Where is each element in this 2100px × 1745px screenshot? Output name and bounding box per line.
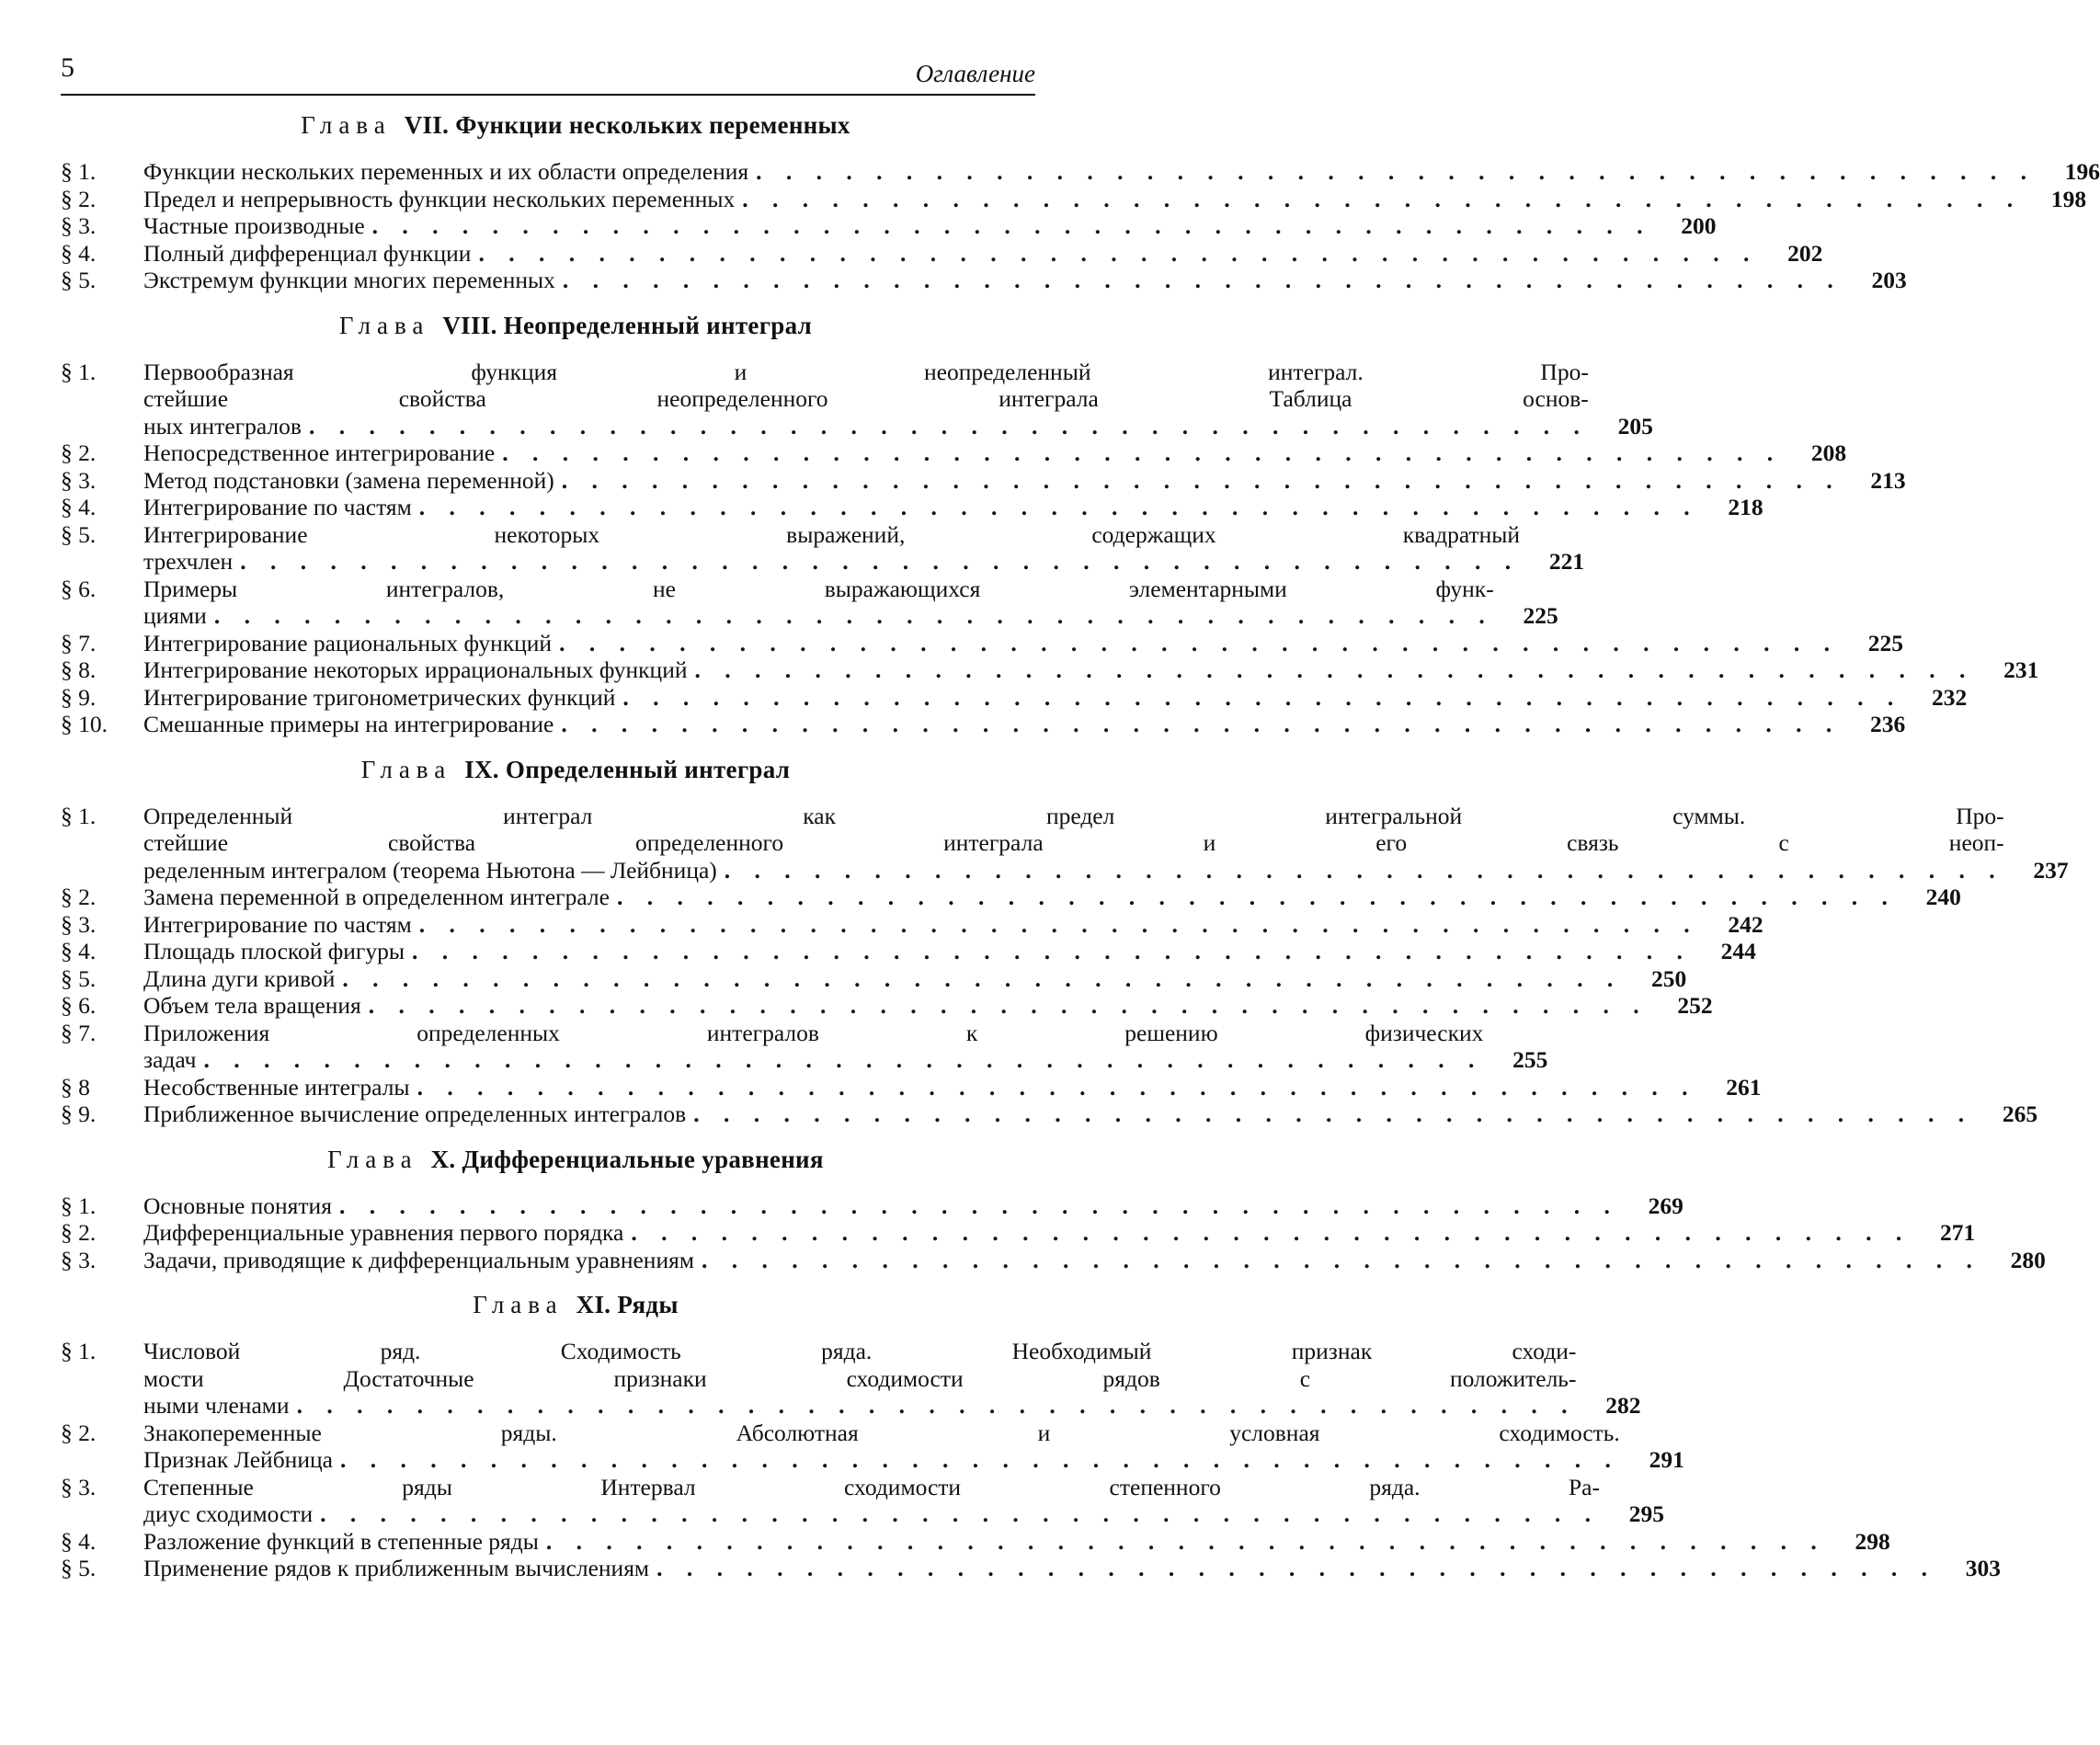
entry-title: Полный дифференциал функции xyxy=(143,240,471,268)
entry-title: Длина дуги кривой xyxy=(143,965,335,993)
entry-title-last-line xyxy=(143,1192,1619,1220)
entry-title-last-line xyxy=(143,1555,1936,1582)
section-number: § 4. xyxy=(61,938,143,965)
page-ref: 265 xyxy=(1973,1101,2037,1128)
section-number: § 3. xyxy=(61,1247,143,1274)
dot-leader: . . . . . . . . . . . . . . . . . . . . . . . . . . . . . . . . . . . . . . . . . . . xyxy=(369,992,1649,1020)
entry-title: Задачи, приводящие к дифференциальным уравнениям xyxy=(143,1247,694,1274)
entry-title: Непосредственное интегрирование xyxy=(143,439,495,467)
entry-title-line: Первообразная функция и неопределенный интеграл. Про- xyxy=(143,359,1589,386)
entry-title-last-line xyxy=(143,992,1649,1020)
chapter-title xyxy=(61,1288,1035,1321)
entry-title-last-line xyxy=(143,158,2036,186)
section-number: § 1. xyxy=(61,1192,143,1220)
section-number: § 4. xyxy=(61,240,143,268)
section-number: § 3. xyxy=(61,911,143,939)
chapter-title xyxy=(61,1143,1035,1176)
entry-title-last-line xyxy=(143,911,1699,939)
entry-body xyxy=(143,1247,1981,1274)
entry-body xyxy=(143,656,1974,684)
section-number: § 4. xyxy=(61,494,143,521)
page-ref: 205 xyxy=(1589,413,1653,440)
chapter-block xyxy=(61,108,1035,294)
dot-leader: . . . . . . . . . . . . . . . . . . . . . . . . . . . . . . . . . . . . . . . . . . . xyxy=(214,602,1494,630)
dot-leader: . . . . . . . . . . . . . . . . . . . . . . . . . . . . . . . . . . . . . . . . . . . xyxy=(562,467,1842,495)
dot-leader: . . . . . . . . . . . . . . . . . . . . . . . . . . . . . . . . . . . . . . . . . . . xyxy=(297,1392,1577,1420)
toc-entry[interactable] xyxy=(61,158,1035,186)
chapter-block xyxy=(61,309,1035,738)
toc-page xyxy=(61,51,1035,1582)
entry-title-line: Интегрирование некоторых выражений, содержащих квадратный xyxy=(143,521,1520,549)
entry-body xyxy=(143,1474,1600,1528)
chapter-number: X. xyxy=(431,1146,462,1173)
entry-title: Признак Лейбница xyxy=(143,1446,333,1474)
entry-title: Площадь плоской фигуры xyxy=(143,938,405,965)
entry-title: Применение рядов к приближенным вычислениям xyxy=(143,1555,649,1582)
dot-leader: . . . . . . . . . . . . . . . . . . . . . . . . . . . . . . . . . . . . . . . . . . . xyxy=(340,1446,1620,1474)
entry-title-last-line xyxy=(143,684,1902,712)
chapter-name: Функции нескольких переменных xyxy=(455,111,850,139)
page-ref: 295 xyxy=(1600,1500,1664,1528)
entry-title: Частные производные xyxy=(143,212,365,240)
page-ref: 303 xyxy=(1936,1555,2001,1582)
dot-leader: . . . . . . . . . . . . . . . . . . . . . . . . . . . . . . . . . . . . . . . . . . . xyxy=(419,911,1699,939)
dot-leader: . . . . . . . . . . . . . . . . . . . . . . . . . . . . . . . . . . . . . . . . . . . xyxy=(339,1192,1619,1220)
entry-body xyxy=(143,359,1589,440)
entry-title-last-line xyxy=(143,548,1520,576)
toc-entry[interactable] xyxy=(61,1528,1035,1556)
entry-title-last-line xyxy=(143,656,1974,684)
entry-title: Предел и непрерывность функции нескольких переменных xyxy=(143,186,735,213)
entry-title: циями xyxy=(143,602,207,630)
page-ref: 244 xyxy=(1692,938,1756,965)
entry-title-last-line xyxy=(143,494,1699,521)
entry-title-line: Примеры интегралов, не выражающихся элементарными функ- xyxy=(143,576,1494,603)
dot-leader: . . . . . . . . . . . . . . . . . . . . . . . . . . . . . . . . . . . . . . . . . . . xyxy=(702,1247,1981,1274)
page-ref: 202 xyxy=(1758,240,1822,268)
section-number: § 1. xyxy=(61,359,143,440)
section-number: § 1. xyxy=(61,803,143,884)
toc-entry[interactable] xyxy=(61,1555,1035,1582)
page-ref: 271 xyxy=(1911,1219,1975,1247)
entry-title: Функции нескольких переменных и их области определения xyxy=(143,158,748,186)
toc-entry[interactable] xyxy=(61,576,1035,630)
entry-title-last-line xyxy=(143,884,1897,911)
entry-body xyxy=(143,467,1842,495)
entry-title: Интегрирование по частям xyxy=(143,911,412,939)
chapter-block xyxy=(61,1143,1035,1274)
section-number: § 7. xyxy=(61,630,143,657)
running-title: Оглавление xyxy=(916,57,1035,90)
section-number: § 3. xyxy=(61,212,143,240)
entry-title: диус сходимости xyxy=(143,1500,313,1528)
dot-leader: . . . . . . . . . . . . . . . . . . . . . . . . . . . . . . . . . . . . . . . . . . . xyxy=(622,684,1902,712)
entry-title-last-line xyxy=(143,857,2004,884)
dot-leader: . . . . . . . . . . . . . . . . . . . . . . . . . . . . . . . . . . . . . . . . . . . xyxy=(559,630,1839,657)
toc-entry[interactable] xyxy=(61,884,1035,911)
entry-title-line: Приложения определенных интегралов к решению физических xyxy=(143,1020,1483,1047)
entry-title-last-line xyxy=(143,1392,1576,1420)
dot-leader: . . . . . . . . . . . . . . . . . . . . . . . . . . . . . . . . . . . . . . . . . . . xyxy=(320,1500,1600,1528)
dot-leader: . . . . . . . . . . . . . . . . . . . . . . . . . . . . . . . . . . . . . . . . . . . xyxy=(309,413,1589,440)
page-ref: 269 xyxy=(1619,1192,1683,1220)
entry-body xyxy=(143,630,1839,657)
entry-title: ределенным интегралом (теорема Ньютона — Лейбница) xyxy=(143,857,717,884)
entry-body xyxy=(143,711,1841,738)
dot-leader: . . . . . . . . . . . . . . . . . . . . . . . . . . . . . . . . . . . . . . . . . . . xyxy=(240,548,1520,576)
entry-title: Интегрирование рациональных функций xyxy=(143,630,552,657)
entry-body xyxy=(143,1555,1936,1582)
entry-title-line: стейшие свойства определенного интеграла и его связь с неоп- xyxy=(143,829,2004,857)
entry-title: Приближенное вычисление определенных интегралов xyxy=(143,1101,686,1128)
entry-title-line: Степенные ряды Интервал сходимости степенного ряда. Ра- xyxy=(143,1474,1600,1501)
chapter-label: Глава xyxy=(473,1291,563,1318)
section-number: § 9. xyxy=(61,1101,143,1128)
entry-title: Метод подстановки (замена переменной) xyxy=(143,467,554,495)
section-number: § 2. xyxy=(61,439,143,467)
chapter-name: Дифференциальные уравнения xyxy=(462,1146,823,1173)
dot-leader: . . . . . . . . . . . . . . . . . . . . . . . . . . . . . . . . . . . . . . . . . . . xyxy=(563,267,1843,294)
page-ref: 232 xyxy=(1902,684,1967,712)
entry-title-last-line xyxy=(143,1074,1696,1101)
section-number: § 9. xyxy=(61,684,143,712)
entry-body xyxy=(143,1020,1483,1074)
toc-entry[interactable] xyxy=(61,1420,1035,1474)
section-number: § 1. xyxy=(61,158,143,186)
entry-body xyxy=(143,1420,1620,1474)
page-ref: 198 xyxy=(2022,186,2086,213)
entry-body xyxy=(143,684,1902,712)
page-ref: 291 xyxy=(1620,1446,1684,1474)
section-number: § 5. xyxy=(61,965,143,993)
dot-leader: . . . . . . . . . . . . . . . . . . . . . . . . . . . . . . . . . . . . . . . . . . . xyxy=(204,1046,1484,1074)
entry-title: Основные понятия xyxy=(143,1192,332,1220)
entry-title-last-line xyxy=(143,240,1758,268)
page-ref: 240 xyxy=(1897,884,1961,911)
dot-leader: . . . . . . . . . . . . . . . . . . . . . . . . . . . . . . . . . . . . . . . . . . . xyxy=(561,711,1841,738)
section-number: § 8. xyxy=(61,656,143,684)
toc-entry[interactable] xyxy=(61,965,1035,993)
entry-title-last-line xyxy=(143,1247,1981,1274)
page-ref: 298 xyxy=(1826,1528,1890,1556)
entry-title: трехчлен xyxy=(143,548,233,576)
page-ref: 196 xyxy=(2036,158,2100,186)
toc-entry[interactable] xyxy=(61,439,1035,467)
dot-leader: . . . . . . . . . . . . . . . . . . . . . . . . . . . . . . . . . . . . . . . . . . . xyxy=(419,494,1699,521)
section-number: § 3. xyxy=(61,1474,143,1528)
toc-entry[interactable] xyxy=(61,656,1035,684)
chapter-name: Определенный интеграл xyxy=(506,756,790,783)
entry-title-last-line xyxy=(143,965,1622,993)
dot-leader: . . . . . . . . . . . . . . . . . . . . . . . . . . . . . . . . . . . . . . . . . . . xyxy=(412,938,1692,965)
chapter-label: Глава xyxy=(361,756,451,783)
dot-leader: . . . . . . . . . . . . . . . . . . . . . . . . . . . . . . . . . . . . . . . . . . . xyxy=(342,965,1622,993)
dot-leader: . . . . . . . . . . . . . . . . . . . . . . . . . . . . . . . . . . . . . . . . . . . xyxy=(693,1101,1973,1128)
page-number: 5 xyxy=(61,51,74,85)
toc-entry[interactable] xyxy=(61,1074,1035,1101)
entry-title-last-line xyxy=(143,467,1842,495)
page-ref: 255 xyxy=(1483,1046,1547,1074)
entry-title: Интегрирование по частям xyxy=(143,494,412,521)
dot-leader: . . . . . . . . . . . . . . . . . . . . . . . . . . . . . . . . . . . . . . . . . . . xyxy=(502,439,1782,467)
entry-title: Экстремум функции многих переменных xyxy=(143,267,555,294)
chapter-title xyxy=(61,309,1035,342)
entry-title-last-line xyxy=(143,267,1843,294)
dot-leader: . . . . . . . . . . . . . . . . . . . . . . . . . . . . . . . . . . . . . . . . . . . xyxy=(417,1074,1697,1101)
entry-title: Разложение функций в степенные ряды xyxy=(143,1528,539,1556)
toc-entry[interactable] xyxy=(61,359,1035,440)
page-ref: 218 xyxy=(1699,494,1763,521)
chapter-block xyxy=(61,753,1035,1128)
section-number: § 5. xyxy=(61,521,143,576)
entry-title-last-line xyxy=(143,1500,1600,1528)
entry-body xyxy=(143,521,1520,576)
entry-title-last-line xyxy=(143,1101,1973,1128)
entry-title-line: стейшие свойства неопределенного интеграла Таблица основ- xyxy=(143,385,1589,413)
entry-title-last-line xyxy=(143,630,1839,657)
toc-entry[interactable] xyxy=(61,240,1035,268)
toc-entry[interactable] xyxy=(61,1247,1035,1274)
page-ref: 208 xyxy=(1782,439,1846,467)
toc-entry[interactable] xyxy=(61,186,1035,213)
chapter-label: Глава xyxy=(327,1146,417,1173)
toc-entry[interactable] xyxy=(61,1020,1035,1074)
dot-leader: . . . . . . . . . . . . . . . . . . . . . . . . . . . . . . . . . . . . . . . . . . . xyxy=(742,186,2022,213)
page-ref: 231 xyxy=(1974,656,2038,684)
entry-title-line: Числовой ряд. Сходимость ряда. Необходимый признак сходи- xyxy=(143,1338,1576,1365)
section-number: § 2. xyxy=(61,186,143,213)
toc-entry[interactable] xyxy=(61,212,1035,240)
section-number: § 2. xyxy=(61,884,143,911)
dot-leader: . . . . . . . . . . . . . . . . . . . . . . . . . . . . . . . . . . . . . . . . . . . xyxy=(478,240,1758,268)
toc-entry[interactable] xyxy=(61,684,1035,712)
chapter-number: VII. xyxy=(405,111,456,139)
table-of-contents xyxy=(61,108,1035,1582)
dot-leader: . . . . . . . . . . . . . . . . . . . . . . . . . . . . . . . . . . . . . . . . . . . xyxy=(756,158,2036,186)
section-number: § 6. xyxy=(61,576,143,630)
section-number: § 2. xyxy=(61,1420,143,1474)
section-number: § 5. xyxy=(61,267,143,294)
page-ref: 221 xyxy=(1520,548,1584,576)
dot-leader: . . . . . . . . . . . . . . . . . . . . . . . . . . . . . . . . . . . . . . . . . . . xyxy=(656,1555,1936,1582)
dot-leader: . . . . . . . . . . . . . . . . . . . . . . . . . . . . . . . . . . . . . . . . . . . xyxy=(695,656,1975,684)
page-ref: 225 xyxy=(1494,602,1558,630)
entry-body xyxy=(143,240,1758,268)
entry-title: Замена переменной в определенном интеграле xyxy=(143,884,610,911)
toc-entry[interactable] xyxy=(61,711,1035,738)
chapter-name: Неопределенный интеграл xyxy=(504,312,812,339)
toc-entry[interactable] xyxy=(61,992,1035,1020)
toc-entry[interactable] xyxy=(61,1192,1035,1220)
chapter-label: Глава xyxy=(301,111,391,139)
page-ref: 261 xyxy=(1696,1074,1761,1101)
entry-body xyxy=(143,439,1782,467)
section-number: § 10. xyxy=(61,711,143,738)
section-number: § 1. xyxy=(61,1338,143,1420)
toc-entry[interactable] xyxy=(61,1474,1035,1528)
dot-leader: . . . . . . . . . . . . . . . . . . . . . . . . . . . . . . . . . . . . . . . . . . . xyxy=(725,857,2004,884)
entry-body xyxy=(143,212,1652,240)
toc-entry[interactable] xyxy=(61,1101,1035,1128)
entry-title: Объем тела вращения xyxy=(143,992,361,1020)
entry-title-last-line xyxy=(143,1528,1826,1556)
toc-entry[interactable] xyxy=(61,911,1035,939)
dot-leader: . . . . . . . . . . . . . . . . . . . . . . . . . . . . . . . . . . . . . . . . . . . xyxy=(617,884,1897,911)
entry-body xyxy=(143,1192,1619,1220)
page-ref: 280 xyxy=(1981,1247,2046,1274)
section-number: § 8 xyxy=(61,1074,143,1101)
entry-body xyxy=(143,938,1692,965)
entry-body xyxy=(143,965,1622,993)
page-header xyxy=(61,51,1035,96)
entry-body xyxy=(143,1074,1696,1101)
page-ref: 200 xyxy=(1652,212,1717,240)
entry-title-last-line xyxy=(143,1446,1620,1474)
entry-title-last-line xyxy=(143,602,1494,630)
entry-body xyxy=(143,1219,1911,1247)
entry-body xyxy=(143,1338,1576,1420)
entry-body xyxy=(143,1528,1826,1556)
entry-body xyxy=(143,911,1699,939)
entry-body xyxy=(143,992,1649,1020)
entry-title-line: Знакопеременные ряды. Абсолютная и условная сходимость. xyxy=(143,1420,1620,1447)
toc-entry[interactable] xyxy=(61,467,1035,495)
toc-entry[interactable] xyxy=(61,267,1035,294)
entry-body xyxy=(143,158,2036,186)
entry-title-last-line xyxy=(143,1219,1911,1247)
section-number: § 5. xyxy=(61,1555,143,1582)
toc-entry[interactable] xyxy=(61,1219,1035,1247)
section-number: § 3. xyxy=(61,467,143,495)
entry-body xyxy=(143,267,1843,294)
page-ref: 282 xyxy=(1576,1392,1640,1420)
page-ref: 236 xyxy=(1841,711,1905,738)
dot-leader: . . . . . . . . . . . . . . . . . . . . . . . . . . . . . . . . . . . . . . . . . . . xyxy=(372,212,1652,240)
section-number: § 2. xyxy=(61,1219,143,1247)
toc-entry[interactable] xyxy=(61,630,1035,657)
entry-title: Интегрирование тригонометрических функций xyxy=(143,684,615,712)
chapter-number: VIII. xyxy=(442,312,503,339)
entry-title: Смешанные примеры на интегрирование xyxy=(143,711,554,738)
entry-title-last-line xyxy=(143,439,1782,467)
toc-entry[interactable] xyxy=(61,521,1035,576)
entry-title: ными членами xyxy=(143,1392,290,1420)
dot-leader: . . . . . . . . . . . . . . . . . . . . . . . . . . . . . . . . . . . . . . . . . . . xyxy=(546,1528,1826,1556)
page-ref: 237 xyxy=(2004,857,2069,884)
chapter-number: XI. xyxy=(576,1291,618,1318)
toc-entry[interactable] xyxy=(61,803,1035,884)
entry-title: задач xyxy=(143,1046,197,1074)
entry-body xyxy=(143,1101,1973,1128)
entry-title-line: мости Достаточные признаки сходимости рядов с положитель- xyxy=(143,1365,1576,1393)
chapter-number: IX. xyxy=(464,756,506,783)
entry-title: Несобственные интегралы xyxy=(143,1074,410,1101)
page-ref: 225 xyxy=(1839,630,1903,657)
page-ref: 242 xyxy=(1699,911,1763,939)
entry-title-last-line xyxy=(143,1046,1483,1074)
entry-title-last-line xyxy=(143,212,1652,240)
section-number: § 6. xyxy=(61,992,143,1020)
chapter-block xyxy=(61,1288,1035,1582)
entry-body xyxy=(143,803,2004,884)
entry-title: Дифференциальные уравнения первого порядка xyxy=(143,1219,623,1247)
toc-entry[interactable] xyxy=(61,494,1035,521)
chapter-name: Ряды xyxy=(617,1291,678,1318)
toc-entry[interactable] xyxy=(61,1338,1035,1420)
entry-body xyxy=(143,186,2022,213)
entry-body xyxy=(143,494,1699,521)
entry-title-last-line xyxy=(143,711,1841,738)
toc-entry[interactable] xyxy=(61,938,1035,965)
page-ref: 250 xyxy=(1622,965,1686,993)
entry-body xyxy=(143,576,1494,630)
page-ref: 203 xyxy=(1843,267,1907,294)
page-ref: 213 xyxy=(1842,467,1906,495)
entry-title-last-line xyxy=(143,938,1692,965)
chapter-title xyxy=(61,753,1035,786)
section-number: § 4. xyxy=(61,1528,143,1556)
chapter-title xyxy=(61,108,1035,142)
entry-title-line: Определенный интеграл как предел интегральной суммы. Про- xyxy=(143,803,2004,830)
entry-body xyxy=(143,884,1897,911)
entry-title-last-line xyxy=(143,413,1589,440)
section-number: § 7. xyxy=(61,1020,143,1074)
entry-title-last-line xyxy=(143,186,2022,213)
entry-title: ных интегралов xyxy=(143,413,302,440)
dot-leader: . . . . . . . . . . . . . . . . . . . . . . . . . . . . . . . . . . . . . . . . . . . xyxy=(631,1219,1911,1247)
chapter-label: Глава xyxy=(339,312,429,339)
entry-title: Интегрирование некоторых иррациональных функций xyxy=(143,656,688,684)
page-ref: 252 xyxy=(1649,992,1713,1020)
